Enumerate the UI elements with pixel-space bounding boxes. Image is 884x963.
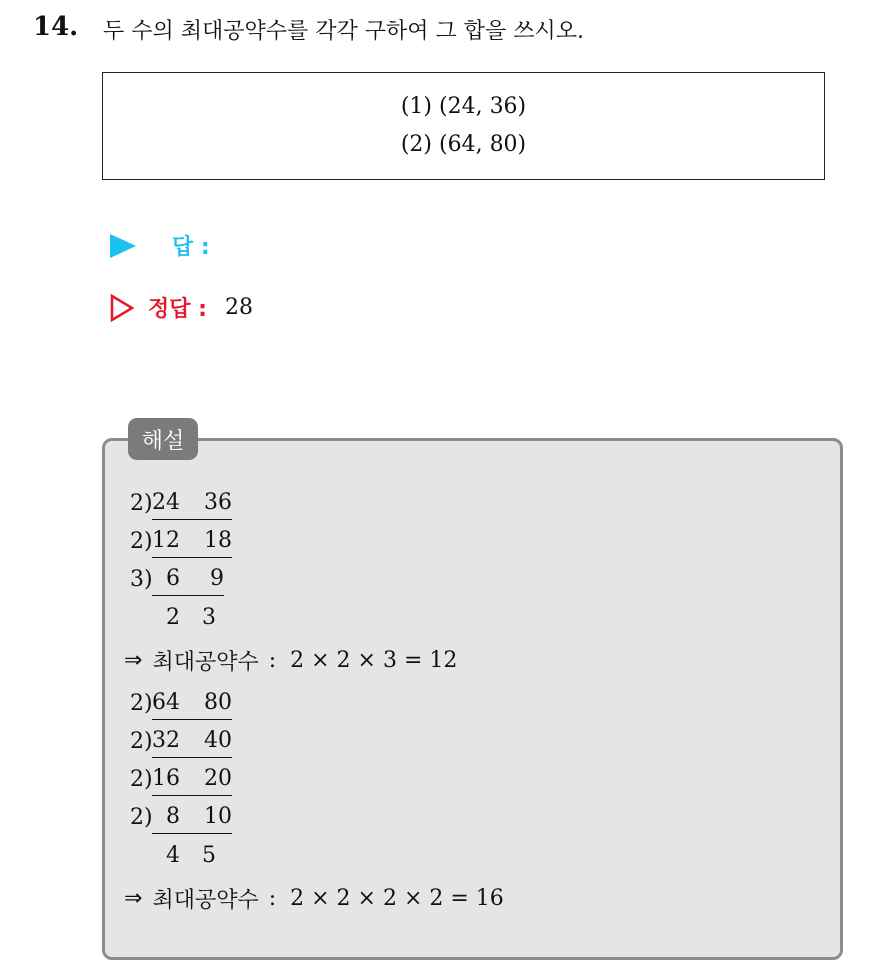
gcd-result: ⇒ 최대공약수 : 2 × 2 × 2 × 2 = 16 [124,874,504,922]
dividend-pair: 64 80 [152,687,232,720]
quotient-row: 4 5 [166,842,216,868]
given-numbers-box [102,72,825,180]
divisor: 2 [130,490,144,516]
divisor: 2 [130,728,144,754]
play-triangle-icon [110,234,136,258]
division-step: 3 ) 6 9 [128,560,504,598]
correct-answer-value: 28 [224,295,253,320]
outline-triangle-icon [110,294,134,322]
division-step: 2 ) 32 40 [128,722,504,760]
correct-answer-row [110,292,253,323]
gcd-expression: 2 × 2 × 3 = 12 [290,647,458,673]
gcd-label: 최대공약수 [152,649,259,675]
given-item-2: (2) (64, 80) [400,132,527,157]
dividend-pair: 32 40 [152,725,232,758]
divisor: 2 [130,766,144,792]
division-step: 2 ) 8 10 [128,798,504,836]
dividend-pair: 16 20 [152,763,232,796]
gcd-result: ⇒ 최대공약수 : 2 × 2 × 3 = 12 [124,636,504,684]
question-number: 14. [33,12,79,42]
explanation-tag: 해설 [128,418,198,460]
divisor: 2 [130,804,144,830]
dividend-pair: 6 9 [152,563,224,596]
division-step: 2 ) 12 18 [128,522,504,560]
answer-row [110,230,210,261]
question-text: 두 수의 최대공약수를 각각 구하여 그 합을 쓰시오. [103,19,584,44]
division-step: 2 ) 64 80 [128,684,504,722]
dividend-pair: 8 10 [152,801,232,834]
division-step: 2 ) 16 20 [128,760,504,798]
divisor: 2 [130,528,144,554]
implies-arrow: ⇒ [124,885,143,911]
answer-label: 답 : [172,235,210,260]
quotient-row: 2 3 [166,604,216,630]
implies-arrow: ⇒ [124,647,143,673]
gcd-label: 최대공약수 [152,887,259,913]
given-item-1: (1) (24, 36) [400,94,527,119]
explanation-content [124,484,504,922]
divisor: 2 [130,690,144,716]
correct-answer-label: 정답 : [148,297,207,322]
dividend-pair: 24 36 [152,487,232,520]
gcd-expression: 2 × 2 × 2 × 2 = 16 [290,885,504,911]
divisor: 3 [130,566,144,592]
dividend-pair: 12 18 [152,525,232,558]
division-step: 2 ) 24 36 [128,484,504,522]
